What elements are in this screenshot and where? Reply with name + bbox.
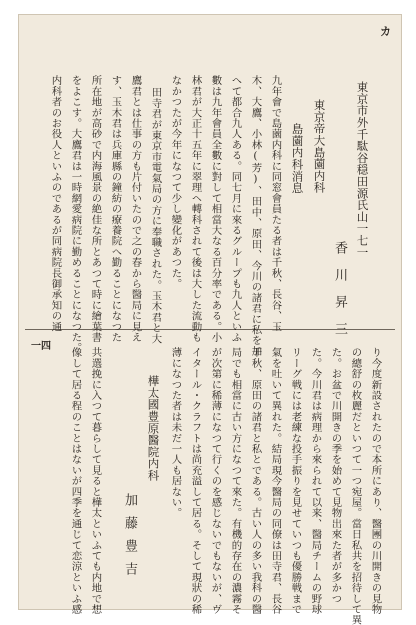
body-line: リーグ戦には老練な投手振りを見せていつも優勝戦まで [289, 347, 302, 615]
body-line: 千秋、原田の諸君と私とである。古い人の多い我科の醫 [249, 347, 262, 615]
body-line: 鷹君とは仕事の方も片付いたので之の春から醫局に見え [129, 75, 142, 343]
body-line: 木、大鷹、小林(芳)、田中、原田、今川の諸君に私を加 [249, 75, 262, 357]
body-line: 九年會で島薗内科に同窓會員たる者は千秋、長谷、玉 [269, 75, 282, 332]
section-title: 樺太國豊原醫院内科 [146, 375, 161, 482]
body-line: 林君が大正十五年に翠理ヘ轉科されて後は大した流動も [189, 75, 202, 343]
body-line: た。今川君は病理から來られて以来、醫局チームの野球 [309, 347, 322, 615]
body-line: へて都合九人ある。同七月に來るグループも九人といふ [229, 75, 242, 343]
body-line: 數は九年會員全數に對して相當大なる百分率である。小 [209, 75, 222, 343]
section-subtitle: 島薗内科消息 [290, 123, 305, 194]
body-line: をよこす。大鷹君は一時網愛病院に勤めることになつた。 [69, 75, 82, 354]
body-line: 局でも相當に古い方になつて來た。有機的存在の濃霧そ [229, 347, 242, 615]
body-line: 像して居る程のことはないが四季を通じて恋涼といふ感 [69, 347, 82, 615]
body-line: り今度新設されたので本所にあり、醫團の川開きの見物 [369, 347, 382, 615]
body-line: の總舒の枚麗だといつて一つ宛屋。當日私共を招待して異 [349, 347, 362, 625]
section-title: 東京帝大島薗内科 [312, 99, 327, 194]
body-line: 田寺君が東京市電氣局の方に奉職された。玉木君と大 [149, 87, 162, 344]
body-line: 氣を吐いて異れた。結局現今醫局の同僚は田寺君、長谷 [269, 347, 282, 615]
body-line: 所在地が高砂で内海風景の絶佳な所とあつて時に繪葉書 [89, 75, 102, 343]
body-line: なかつたが今年になつて少し變化があつた。 [169, 75, 182, 289]
author-name: 加藤豊吉 [122, 493, 137, 585]
document-page [18, 14, 402, 625]
body-line: が次第に稀薄になつて行くのを感じないでもないが、ヴ [209, 347, 222, 615]
body-line: イタール・クラフトは尚充溢して居る。そして現狀の稀 [189, 347, 202, 615]
running-head: カ [380, 25, 391, 38]
body-line: 共選挽に入つて暮らして見ると樺太といふても内地で想 [89, 347, 102, 615]
body-line: す、玉木君は兵庫縣の鐘紡の療養院へ勤ることになつた [109, 75, 122, 343]
author-name: 香川昇三 [332, 241, 347, 349]
author-address: 東京市外千駄谷穏田源氏山一七一 [355, 81, 370, 258]
body-line: 内科者のお役人といふのであるが同病院長御承知の通 [49, 75, 62, 332]
body-line: た。お盆で川開きの季を始めて見物出來た者が多かつ [329, 347, 342, 604]
page-number: 一四 [31, 341, 51, 352]
body-line: 薄になつた者は未だ一人も居ない。 [169, 347, 182, 519]
